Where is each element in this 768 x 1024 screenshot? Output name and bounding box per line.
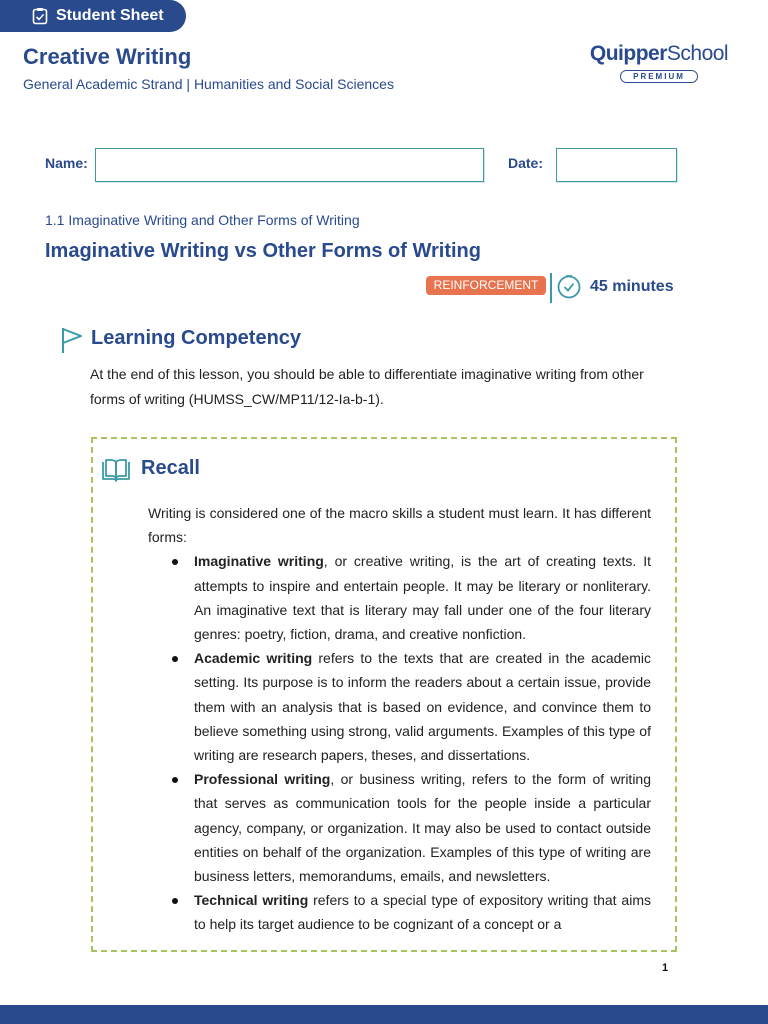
list-item-text: , or creative writing, is the art of creating texts. It attempts to inspire and entertain people. It may be literary or nonliterary. An imaginative text that is literary may fall under one of the four literary genres: poetry, fiction, drama, and creative nonfiction. [194, 553, 651, 643]
list-item [194, 888, 651, 936]
brand-tier-badge: PREMIUM [620, 70, 698, 83]
date-label: Date: [508, 155, 544, 171]
footer-bar [0, 1005, 768, 1024]
duration-text: 45 minutes [590, 278, 674, 295]
subject-title: Creative Writing [23, 44, 192, 69]
name-field[interactable] [95, 148, 484, 182]
list-item-text: refers to a special type of expository writing that aims to help its target audience to be cognizant of a concept or a [194, 892, 651, 933]
clock-icon [556, 274, 582, 300]
brand-name-rest: School [666, 42, 729, 65]
student-sheet-label: Student Sheet [56, 7, 164, 24]
list-item-term: Academic writing [194, 650, 313, 667]
name-label: Name: [45, 155, 88, 171]
list-item-text: , or business writing, refers to the form of writing that serves as communication tools for the people inside a particular agency, company, or organization. It may also be used to contact outside entities on behalf of the organization. Examples of this type of writing are business letters, memorandums, emails, and newsletters. [194, 771, 651, 885]
learning-competency-text: At the end of this lesson, you should be able to differentiate imaginative writing from other forms of writing (HUMSS_CW/MP11/12-Ia-b-1). [90, 366, 644, 407]
student-sheet-tag [0, 0, 186, 32]
list-item [194, 646, 651, 767]
reinforcement-badge: REINFORCEMENT [426, 276, 546, 295]
list-item-term: Imaginative writing [194, 553, 324, 570]
list-item-text: refers to the texts that are created in the academic setting. Its purpose is to inform the readers about a certain issue, provide them with an analysis that is based on evidence, and convince them to believe something using strong, valid arguments. Examples of this type of writing are research papers, theses, and dissertations. [194, 650, 651, 764]
recall-title: Recall [141, 457, 200, 479]
brand-logo [588, 42, 730, 84]
list-item-term: Professional writing [194, 771, 331, 788]
list-item-term: Technical writing [194, 892, 309, 909]
clipboard-check-icon [32, 7, 48, 25]
lesson-title: Imaginative Writing vs Other Forms of Writing [45, 240, 481, 262]
lesson-subtitle: 1.1 Imaginative Writing and Other Forms of Writing [45, 212, 360, 228]
page-number: 1 [662, 962, 669, 974]
list-item [194, 549, 651, 646]
flag-icon [60, 326, 84, 359]
badge-divider [550, 273, 552, 303]
book-icon [101, 458, 131, 487]
list-item [194, 767, 651, 888]
recall-body [148, 501, 651, 949]
date-field[interactable] [556, 148, 677, 182]
learning-competency-title: Learning Competency [91, 327, 302, 349]
recall-intro: Writing is considered one of the macro skills a student must learn. It has different forms: [148, 505, 651, 546]
strand-subtitle: General Academic Strand | Humanities and Social Sciences [23, 76, 394, 92]
brand-name-bold: Quipper [589, 42, 667, 65]
writing-forms-list [148, 549, 651, 936]
